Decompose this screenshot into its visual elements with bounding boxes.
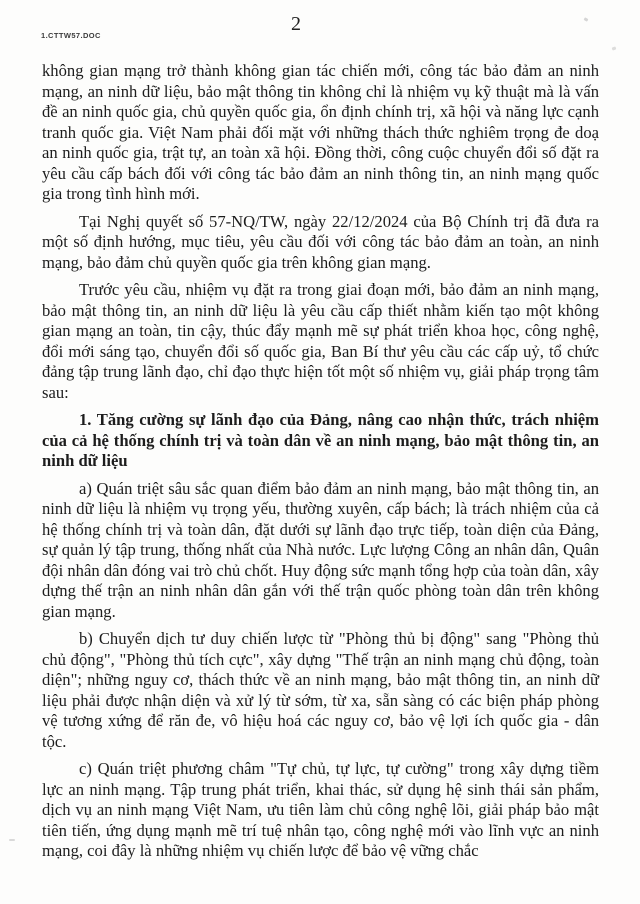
page-number: 2 xyxy=(291,13,301,35)
scan-speck xyxy=(9,839,15,841)
paragraph-item-b: b) Chuyển dịch tư duy chiến lược từ "Phòng thủ bị động" sang "Phòng thủ chủ động", "Phòng thủ tích cực", xây dựng "Thế trận an ninh mạng chủ động, toàn diện"; những nguy cơ, thách thức về an ninh mạng, bảo mật thông tin, an ninh dữ liệu phải được nhận diện và xử lý từ sớm, từ xa, sẵn sàng có các biện pháp phòng vệ tương xứng để răn đe, vô hiệu hoá các nguy cơ, bảo vệ lợi ích quốc gia - dân tộc. xyxy=(42,629,599,751)
paragraph-item-a: a) Quán triệt sâu sắc quan điểm bảo đảm an ninh mạng, bảo mật thông tin, an ninh dữ liệu là nhiệm vụ trọng yếu, thường xuyên, cấp bách; là trách nhiệm của cả hệ thống chính trị và toàn dân, đặt dưới sự lãnh đạo trực tiếp, toàn diện của Đảng, sự quản lý tập trung, thống nhất của Nhà nước. Lực lượng Công an nhân dân, Quân đội nhân dân đóng vai trò chủ chốt. Huy động sức mạnh tổng hợp của toàn dân, xây dựng thế trận an ninh nhân dân gắn với thế trận quốc phòng toàn dân trên không gian mạng. xyxy=(42,478,599,621)
paragraph-resolution-57: Tại Nghị quyết số 57-NQ/TW, ngày 22/12/2024 của Bộ Chính trị đã đưa ra một số định hướng, mục tiêu, yêu cầu đối với công tác bảo đảm an toàn, an ninh mạng, bảo đảm chủ quyền quốc gia trên không gian mạng. xyxy=(42,211,599,272)
paragraph-tasks-intro: Trước yêu cầu, nhiệm vụ đặt ra trong giai đoạn mới, bảo đảm an ninh mạng, bảo mật thông tin, an ninh dữ liệu là yêu cầu cấp thiết nhằm kiến tạo một không gian mạng an toàn, tin cậy, thúc đẩy mạnh mẽ sự phát triển khoa học, công nghệ, đổi mới sáng tạo, chuyển đổi số quốc gia, Ban Bí thư yêu cầu các cấp uỷ, tổ chức đảng tập trung lãnh đạo, chỉ đạo thực hiện tốt một số nhiệm vụ, giải pháp trọng tâm sau: xyxy=(42,280,599,402)
paragraph-intro-continuation: không gian mạng trở thành không gian tác chiến mới, công tác bảo đảm an ninh mạng, an ninh dữ liệu, bảo mật thông tin không chỉ là nhiệm vụ kỹ thuật mà là vấn đề an ninh quốc gia, chủ quyền quốc gia, ổn định chính trị, xã hội và năng lực cạnh tranh quốc gia. Việt Nam phải đối mặt với những thách thức nghiêm trọng đe doạ an ninh quốc gia, trật tự, an toàn xã hội. Đồng thời, công cuộc chuyển đổi số đặt ra yêu cầu cấp bách đối với công tác bảo đảm an ninh thông tin, an ninh mạng quốc gia trong tình hình mới. xyxy=(42,61,599,203)
filename-label: 1.CTTW57.DOC xyxy=(41,31,101,40)
section-heading-1: 1. Tăng cường sự lãnh đạo của Đảng, nâng cao nhận thức, trách nhiệm của cả hệ thống chính trị và toàn dân về an ninh mạng, bảo mật thông tin, an ninh dữ liệu xyxy=(42,410,599,470)
document-body xyxy=(42,61,599,862)
paragraph-item-c: c) Quán triệt phương châm "Tự chủ, tự lực, tự cường" trong xây dựng tiềm lực an ninh mạng. Tập trung phát triển, khai thác, sử dụng hệ sinh thái sản phẩm, dịch vụ an ninh mạng Việt Nam, ưu tiên làm chủ công nghệ lõi, giải pháp bảo mật tiên tiến, ứng dụng mạnh mẽ trí tuệ nhân tạo, công nghệ mới vào lĩnh vực an ninh mạng, coi đây là những nhiệm vụ chiến lược để bảo vệ vững chắc xyxy=(42,759,599,860)
scan-speck xyxy=(612,46,617,50)
